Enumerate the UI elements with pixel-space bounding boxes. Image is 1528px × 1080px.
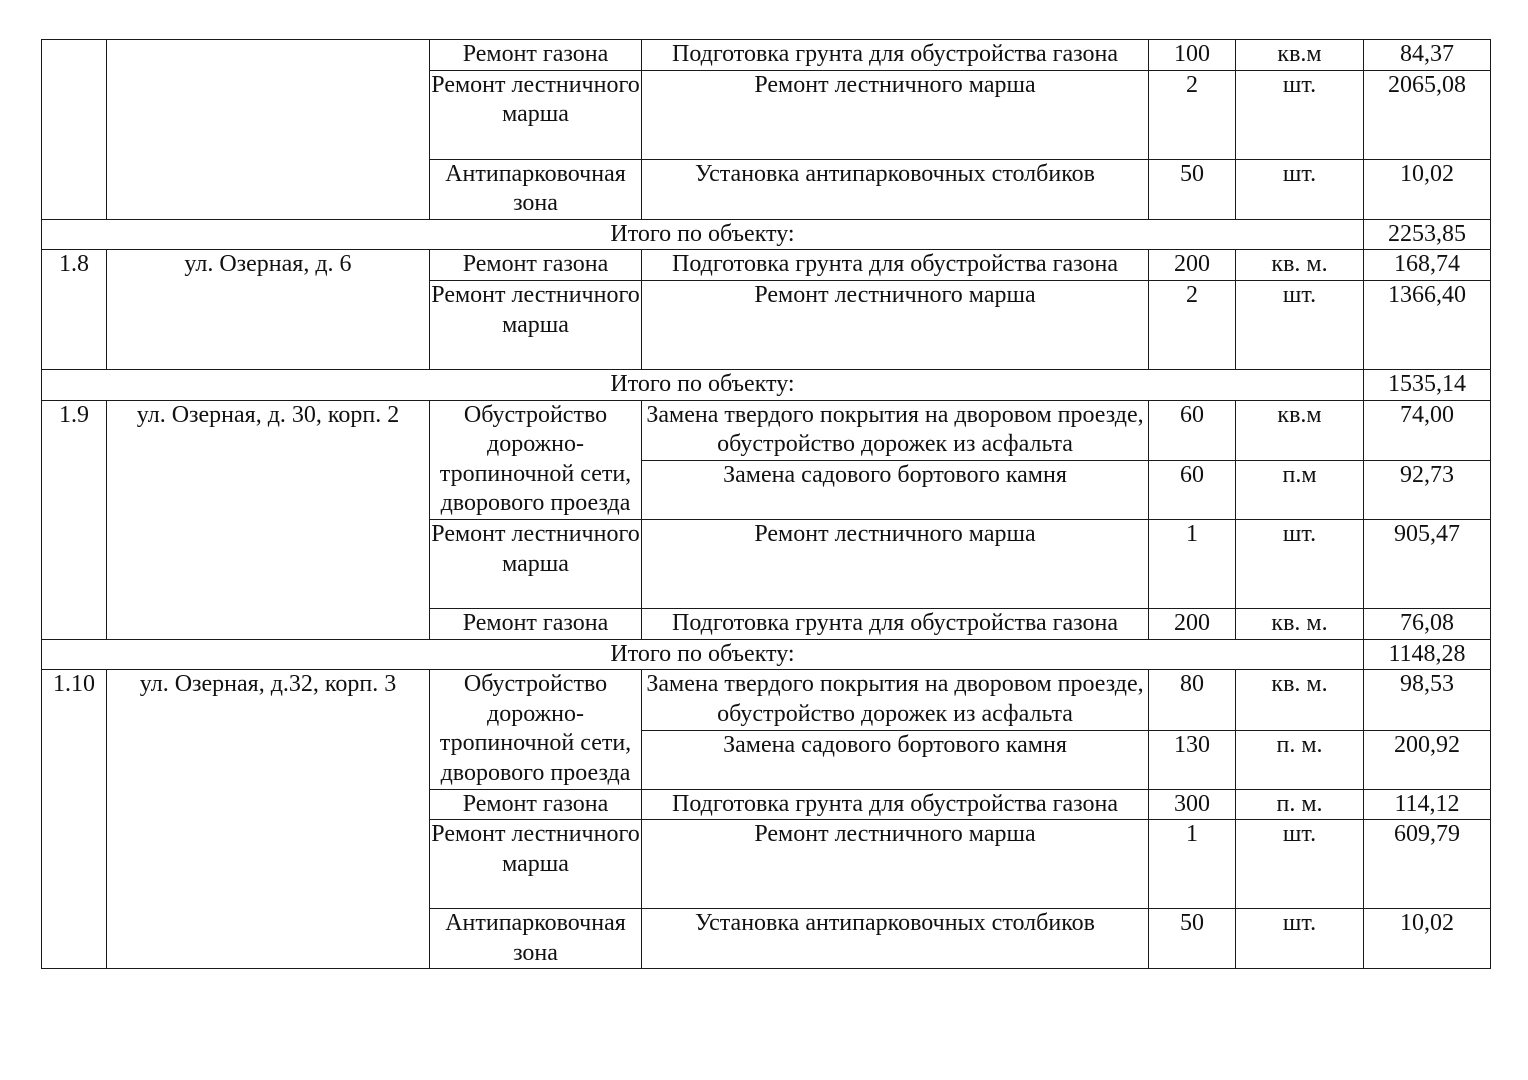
object-number-cell — [42, 40, 107, 220]
work-description-cell: Установка антипарковочных столбиков — [642, 909, 1149, 969]
total-row — [42, 369, 1491, 400]
object-number-cell: 1.10 — [42, 670, 107, 969]
work-description-cell: Замена садового бортового камня — [642, 730, 1149, 789]
cost-cell: 74,00 — [1364, 400, 1491, 460]
work-description-cell: Замена твердого покрытия на дворовом проезде, обустройство дорожек из асфальта — [642, 670, 1149, 730]
unit-cell: п. м. — [1236, 730, 1364, 789]
quantity-cell: 2 — [1149, 70, 1236, 159]
work-description-cell: Ремонт лестничного марша — [642, 70, 1149, 159]
unit-cell: кв. м. — [1236, 670, 1364, 730]
total-value: 2253,85 — [1364, 219, 1491, 250]
object-address-cell: ул. Озерная, д. 30, корп. 2 — [107, 400, 430, 639]
quantity-cell: 300 — [1149, 789, 1236, 820]
cost-cell: 2065,08 — [1364, 70, 1491, 159]
object-number-cell: 1.8 — [42, 250, 107, 370]
work-description-cell: Подготовка грунта для обустройства газона — [642, 608, 1149, 639]
table-row — [42, 400, 1491, 460]
object-address-cell — [107, 40, 430, 220]
total-label: Итого по объекту: — [42, 639, 1364, 670]
cost-cell: 10,02 — [1364, 909, 1491, 969]
unit-cell: п.м — [1236, 460, 1364, 519]
object-number-cell: 1.9 — [42, 400, 107, 639]
cost-cell: 114,12 — [1364, 789, 1491, 820]
quantity-cell: 200 — [1149, 250, 1236, 281]
quantity-cell: 1 — [1149, 519, 1236, 608]
work-description-cell: Ремонт лестничного марша — [642, 820, 1149, 909]
unit-cell: кв.м — [1236, 40, 1364, 71]
work-description-cell: Подготовка грунта для обустройства газона — [642, 250, 1149, 281]
work-description-cell: Установка антипарковочных столбиков — [642, 159, 1149, 219]
unit-cell: кв.м — [1236, 400, 1364, 460]
work-type-cell: Ремонт лестничного марша — [430, 519, 642, 608]
quantity-cell: 60 — [1149, 460, 1236, 519]
table-row — [42, 670, 1491, 730]
work-type-cell: Ремонт газона — [430, 250, 642, 281]
work-description-cell: Ремонт лестничного марша — [642, 280, 1149, 369]
object-address-cell: ул. Озерная, д. 6 — [107, 250, 430, 370]
table-row — [42, 40, 1491, 71]
unit-cell: шт. — [1236, 159, 1364, 219]
unit-cell: шт. — [1236, 70, 1364, 159]
unit-cell: кв. м. — [1236, 608, 1364, 639]
cost-cell: 1366,40 — [1364, 280, 1491, 369]
total-row — [42, 219, 1491, 250]
quantity-cell: 50 — [1149, 909, 1236, 969]
cost-cell: 76,08 — [1364, 608, 1491, 639]
unit-cell: шт. — [1236, 519, 1364, 608]
work-type-cell: Ремонт лестничного марша — [430, 70, 642, 159]
quantity-cell: 80 — [1149, 670, 1236, 730]
total-value: 1148,28 — [1364, 639, 1491, 670]
work-type-cell: Ремонт газона — [430, 789, 642, 820]
quantity-cell: 100 — [1149, 40, 1236, 71]
cost-cell: 92,73 — [1364, 460, 1491, 519]
total-label: Итого по объекту: — [42, 219, 1364, 250]
work-type-cell: Ремонт газона — [430, 40, 642, 71]
quantity-cell: 60 — [1149, 400, 1236, 460]
work-type-cell: Ремонт газона — [430, 608, 642, 639]
table-row — [42, 250, 1491, 281]
total-value: 1535,14 — [1364, 369, 1491, 400]
unit-cell: кв. м. — [1236, 250, 1364, 281]
works-table — [41, 39, 1491, 969]
cost-cell: 10,02 — [1364, 159, 1491, 219]
quantity-cell: 1 — [1149, 820, 1236, 909]
work-type-cell: Антипарковочная зона — [430, 909, 642, 969]
work-type-cell: Обустройство дорожно-тропиночной сети, дворового проезда — [430, 400, 642, 519]
quantity-cell: 2 — [1149, 280, 1236, 369]
unit-cell: п. м. — [1236, 789, 1364, 820]
cost-cell: 168,74 — [1364, 250, 1491, 281]
work-description-cell: Замена твердого покрытия на дворовом проезде, обустройство дорожек из асфальта — [642, 400, 1149, 460]
total-label: Итого по объекту: — [42, 369, 1364, 400]
quantity-cell: 200 — [1149, 608, 1236, 639]
work-description-cell: Подготовка грунта для обустройства газона — [642, 40, 1149, 71]
work-description-cell: Замена садового бортового камня — [642, 460, 1149, 519]
cost-cell: 84,37 — [1364, 40, 1491, 71]
work-description-cell: Ремонт лестничного марша — [642, 519, 1149, 608]
unit-cell: шт. — [1236, 280, 1364, 369]
object-address-cell: ул. Озерная, д.32, корп. 3 — [107, 670, 430, 969]
unit-cell: шт. — [1236, 820, 1364, 909]
work-type-cell: Ремонт лестничного марша — [430, 820, 642, 909]
work-description-cell: Подготовка грунта для обустройства газона — [642, 789, 1149, 820]
unit-cell: шт. — [1236, 909, 1364, 969]
quantity-cell: 50 — [1149, 159, 1236, 219]
total-row — [42, 639, 1491, 670]
work-type-cell: Обустройство дорожно-тропиночной сети, дворового проезда — [430, 670, 642, 789]
work-type-cell: Антипарковочная зона — [430, 159, 642, 219]
cost-cell: 609,79 — [1364, 820, 1491, 909]
work-type-cell: Ремонт лестничного марша — [430, 280, 642, 369]
quantity-cell: 130 — [1149, 730, 1236, 789]
cost-cell: 200,92 — [1364, 730, 1491, 789]
cost-cell: 98,53 — [1364, 670, 1491, 730]
cost-cell: 905,47 — [1364, 519, 1491, 608]
